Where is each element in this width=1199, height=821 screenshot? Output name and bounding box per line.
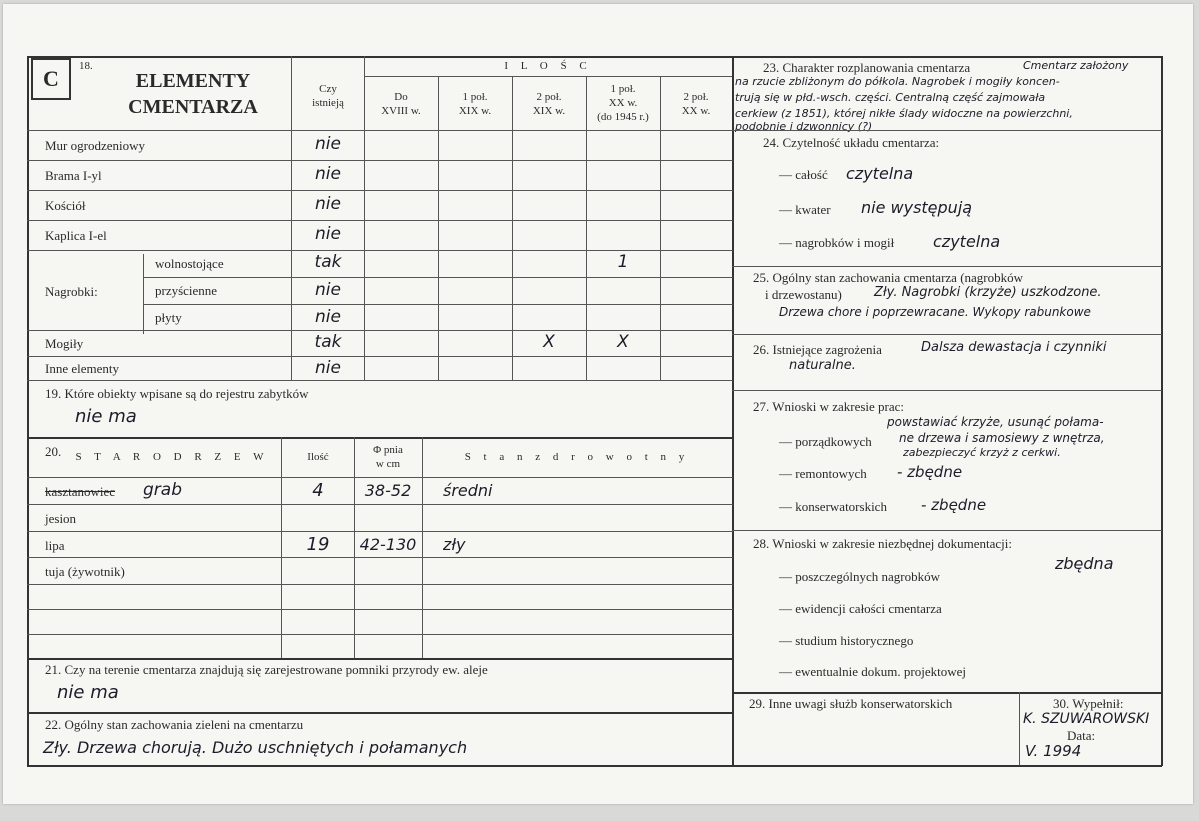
q25-label-line1: 25. Ogólny stan zachowania cmentarza (nagrobków: [753, 270, 1024, 285]
right-right-border: [1161, 56, 1163, 766]
q28-item-3: — studium historycznego: [779, 633, 914, 648]
exists-wolnostojace: tak: [314, 252, 342, 272]
section-line: [732, 692, 1162, 694]
section-line: [27, 437, 733, 439]
nagrobki-line: [143, 254, 144, 334]
row-line: [27, 190, 733, 191]
q22-answer: Zły. Drzewa chorują. Dużo uschniętych i połamanych: [43, 738, 468, 757]
tree-health-3: zły: [443, 535, 466, 554]
q27-item-konserwatorskich: — konserwatorskich: [779, 499, 887, 514]
q27-item-remontowych: — remontowych: [779, 466, 867, 481]
q20-header-starodrzew: S T A R O D R Z E W: [75, 451, 269, 463]
q24-answer-calosc: czytelna: [846, 164, 914, 183]
q27-label: 27. Wnioski w zakresie prac:: [753, 399, 905, 414]
q27-porzadkowych-answer-1: powstawiać krzyże, usunąć połama-: [887, 415, 1104, 429]
tree-health-1: średni: [443, 481, 493, 500]
row-line: [27, 609, 733, 610]
tree-species-4: tuja (żywotnik): [45, 564, 125, 579]
section-line: [732, 130, 1162, 131]
exists-plyty: nie: [315, 307, 341, 327]
tree-diameter-3: 42-130: [359, 535, 417, 554]
exists-mogily: tak: [314, 332, 342, 352]
mark-wolnostojace-p4: 1: [617, 252, 629, 272]
q24-answer-nagrobkow: czytelna: [933, 232, 1001, 251]
col-line: [1019, 692, 1020, 765]
q27-item-porzadkowych: — porządkowych: [779, 434, 872, 449]
q23-answer-line2: na rzucie zbliżonym do półkola. Nagrobek i mogiły koncen-: [735, 75, 1060, 88]
exists-kosciol: nie: [315, 194, 341, 214]
tree-diameter-1: 38-52: [364, 481, 412, 500]
row-line: [27, 584, 733, 585]
q27-porzadkowych-answer-2: ne drzewa i samosiewy z wnętrza,: [899, 431, 1105, 445]
section-title: ELEMENTY CMENTARZA: [128, 70, 258, 118]
q24-item-calosc: — całość: [779, 167, 828, 182]
q26-answer-line1: Dalsza dewastacja i czynniki: [921, 340, 1107, 355]
q25-label-line2: i drzewostanu): [765, 287, 842, 302]
q21-answer: nie ma: [57, 682, 119, 703]
q24-item-nagrobkow: — nagrobków i mogił: [779, 235, 895, 250]
q27-porzadkowych-answer-3: zabezpieczyć krzyż z cerkwi.: [903, 446, 1061, 459]
q28-item-4: — ewentualnie dokum. projektowej: [779, 664, 967, 679]
inventory-card: [3, 4, 1193, 804]
row-label-kaplica: Kaplica I-el: [45, 228, 107, 243]
tree-species-2: jesion: [45, 511, 77, 526]
header-period-5: 2 poł. XX w.: [681, 91, 711, 117]
right-top-border: [732, 56, 1162, 58]
exists-przyscienne: nie: [315, 280, 341, 300]
q25-answer-line1: Zły. Nagrobki (krzyże) uszkodzone.: [874, 285, 1102, 300]
q23-answer-line3: trują się w płd.-wsch. części. Centralną część zajmowała: [735, 91, 1046, 104]
tree-species-1: kasztanowiec: [45, 484, 116, 499]
row-label-przyscienne: przyścienne: [155, 283, 218, 298]
row-line: [143, 277, 733, 278]
q28-item-2: — ewidencji całości cmentarza: [779, 601, 942, 616]
q27-konserwatorskich-answer: - zbędne: [921, 496, 987, 514]
q25-answer-line2: Drzewa chore i poprzewracane. Wykopy rabunkowe: [779, 305, 1091, 319]
row-line: [27, 356, 733, 357]
q23-answer-line5: podobnie i dzwonnicy (?): [735, 120, 873, 133]
q24-answer-kwater: nie występują: [861, 198, 973, 217]
tree-count-3: 19: [306, 534, 330, 555]
row-line: [27, 380, 733, 381]
row-line: [27, 130, 733, 131]
section-letter: C: [31, 58, 71, 100]
q30-date-label: Data:: [1067, 728, 1096, 743]
exists-inne: nie: [315, 358, 341, 378]
left-top-border: [27, 56, 733, 58]
mark-mogily-p4: X: [617, 332, 629, 352]
header-period-2: 1 poł. XIX w.: [458, 91, 492, 117]
header-ilosc: I L O Ś C: [504, 60, 592, 72]
q28-item-1: — poszczególnych nagrobków: [779, 569, 941, 584]
row-line: [27, 557, 733, 558]
section-line: [732, 530, 1162, 531]
row-line: [27, 477, 733, 478]
q23-answer-line1: Cmentarz założony: [1023, 59, 1129, 72]
row-line: [27, 250, 733, 251]
exists-brama: nie: [315, 164, 341, 184]
row-line: [27, 330, 733, 331]
row-label-brama: Brama I-yl: [45, 168, 102, 183]
q19-label: 19. Które obiekty wpisane są do rejestru zabytków: [45, 386, 309, 401]
col-line: [422, 437, 423, 659]
col-line: [660, 76, 661, 380]
q20-header-fi: Φ pnia w cm: [373, 444, 403, 470]
mark-mogily-p3: X: [543, 332, 555, 352]
tree-count-1: 4: [312, 480, 324, 501]
q28-answer: zbędna: [1055, 554, 1114, 573]
tree-species-3: lipa: [45, 538, 65, 553]
q30-name: K. SZUWAROWSKI: [1023, 711, 1150, 727]
q30-label: 30. Wypełnił:: [1053, 696, 1124, 711]
header-period-4: 1 poł. XX w. (do 1945 r.): [597, 83, 649, 123]
q24-label: 24. Czytelność układu cmentarza:: [763, 135, 940, 150]
section-line: [27, 712, 733, 714]
q21-label: 21. Czy na terenie cmentarza znajdują się zarejestrowane pomniki przyrody ew. aleje: [45, 662, 488, 677]
col-line: [438, 76, 439, 380]
exists-kaplica: nie: [315, 224, 341, 244]
left-bottom-border: [27, 765, 733, 767]
q24-item-kwater: — kwater: [779, 202, 831, 217]
row-label-nagrobki: Nagrobki:: [45, 284, 98, 299]
q20-number: 20.: [45, 444, 62, 459]
row-label-kosciol: Kościół: [45, 198, 86, 213]
q23-label: 23. Charakter rozplanowania cmentarza: [763, 60, 971, 75]
header-period-3: 2 poł. XIX w.: [532, 91, 566, 117]
section-number: 18.: [79, 60, 93, 72]
row-line: [27, 160, 733, 161]
header-period-1: Do XVIII w.: [381, 91, 421, 117]
section-line: [27, 658, 733, 660]
row-label-mogily: Mogiły: [45, 336, 84, 351]
tree-species-1-hand: grab: [143, 480, 182, 500]
row-line: [143, 304, 733, 305]
q29-label: 29. Inne uwagi służb konserwatorskich: [749, 696, 953, 711]
section-line: [732, 266, 1162, 267]
q30-date: V. 1994: [1025, 742, 1082, 760]
q28-label: 28. Wnioski w zakresie niezbędnej dokumentacji:: [753, 536, 1012, 551]
right-bottom-border: [732, 765, 1162, 767]
section-line: [732, 334, 1162, 335]
q20-header-ilosc: Ilość: [307, 451, 329, 463]
q27-remontowych-answer: - zbędne: [897, 463, 963, 481]
ilosc-line: [364, 76, 732, 77]
q26-answer-line2: naturalne.: [789, 358, 856, 373]
q20-header-stan: S t a n z d r o w o t n y: [464, 451, 690, 463]
row-label-inne: Inne elementy: [45, 361, 119, 376]
row-line: [27, 634, 733, 635]
exists-mur: nie: [315, 134, 341, 154]
header-czy-istnieja: Czy istnieją: [312, 83, 344, 109]
section-line: [732, 390, 1162, 391]
row-label-plyty: płyty: [155, 310, 182, 325]
q23-answer-line4: cerkiew (z 1851), której nikłe ślady widoczne na powierzchni,: [735, 107, 1073, 120]
row-line: [27, 504, 733, 505]
q26-label: 26. Istniejące zagrożenia: [753, 342, 882, 357]
q19-answer: nie ma: [75, 406, 137, 427]
row-line: [27, 531, 733, 532]
q22-label: 22. Ogólny stan zachowania zieleni na cmentarzu: [45, 717, 304, 732]
row-line: [27, 220, 733, 221]
row-label-mur: Mur ogrodzeniowy: [45, 138, 146, 153]
row-label-wolnostojace: wolnostojące: [155, 256, 224, 271]
